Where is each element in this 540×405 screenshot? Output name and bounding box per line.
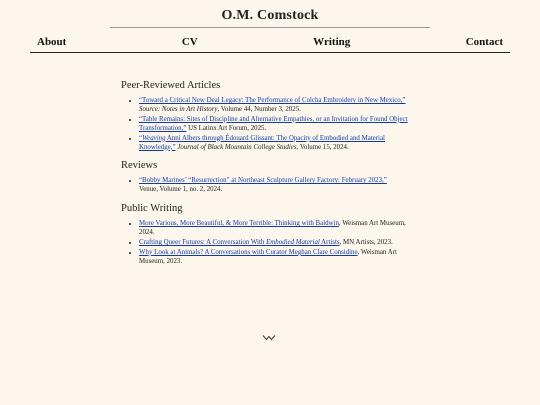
peer-reviewed-list xyxy=(121,97,421,152)
list-item xyxy=(139,239,421,248)
list-item xyxy=(139,177,421,195)
nav-cv[interactable]: CV xyxy=(181,36,198,48)
article-link[interactable]: “Table Remains: Sites of Discipline and Alternative Empathies, or an Invitation for Found Object Transformation,” xyxy=(139,115,408,132)
public-writing-link[interactable]: More Various, More Beautiful, & More Terrible: Thinking with Baldwin xyxy=(139,220,339,228)
list-item xyxy=(139,135,421,153)
list-item xyxy=(139,220,421,238)
citation-details: , MN Artists, 2023. xyxy=(339,239,393,247)
list-item xyxy=(139,249,421,267)
list-item xyxy=(139,116,421,134)
list-item xyxy=(139,97,421,115)
citation-details: , Weisman Art Museum, 2023. xyxy=(139,248,397,265)
section-heading-public-writing: Public Writing xyxy=(121,203,183,215)
publication-name: Journal of Black Mountain College Studies xyxy=(177,143,297,151)
main-nav xyxy=(30,36,510,48)
link-text: Crafting Queer Futures: A Conversation With xyxy=(139,239,267,247)
publication-name: Source: Notes in Art History xyxy=(139,105,218,113)
citation-details: , Weisman Art Museum, 2024. xyxy=(139,220,406,237)
citation-details: Venue, Volume 1, no. 2, 2024. xyxy=(139,186,223,194)
link-text: Anni Albers through Édouard Glissant: The Opacity of Embodied and Material Knowledge,” xyxy=(139,134,385,151)
title-divider xyxy=(110,27,430,28)
writing-content xyxy=(121,80,421,275)
citation-details: US Latinx Art Forum, 2025. xyxy=(186,124,267,132)
section-heading-reviews: Reviews xyxy=(121,160,158,172)
public-writing-list xyxy=(121,220,421,267)
public-writing-link[interactable] xyxy=(139,239,340,246)
public-writing-link[interactable]: Why Look at Animals? A Conversations with Curator Meghan Clare Considine xyxy=(139,248,358,256)
review-link[interactable]: “Bobby Marines’ “Resurrection” at Northeast Sculpture Gallery Factory: February 2023,” xyxy=(139,177,387,185)
reviews-list xyxy=(121,177,421,195)
link-text: “ xyxy=(139,134,143,142)
nav-about[interactable]: About xyxy=(37,36,67,48)
nav-contact[interactable]: Contact xyxy=(465,36,503,48)
site-title[interactable]: O.M. Comstock xyxy=(221,8,319,23)
nav-divider xyxy=(30,52,510,53)
section-heading-peer-reviewed: Peer-Reviewed Articles xyxy=(121,80,221,91)
link-text: Artists xyxy=(319,239,340,247)
citation-details: , Volume 44, Number 3, 2025. xyxy=(217,105,301,113)
link-emphasis: Weaving xyxy=(142,134,166,142)
article-link[interactable]: “Toward a Critical New Deal Legacy: The Performance of Colcha Embroidery in New Mexico,” xyxy=(139,97,406,104)
citation-details: , Volume 15, 2024. xyxy=(296,143,349,151)
nav-writing[interactable]: Writing xyxy=(313,36,351,48)
link-emphasis: Embodied Material xyxy=(266,239,320,247)
chevron-down-icon[interactable] xyxy=(262,334,276,342)
